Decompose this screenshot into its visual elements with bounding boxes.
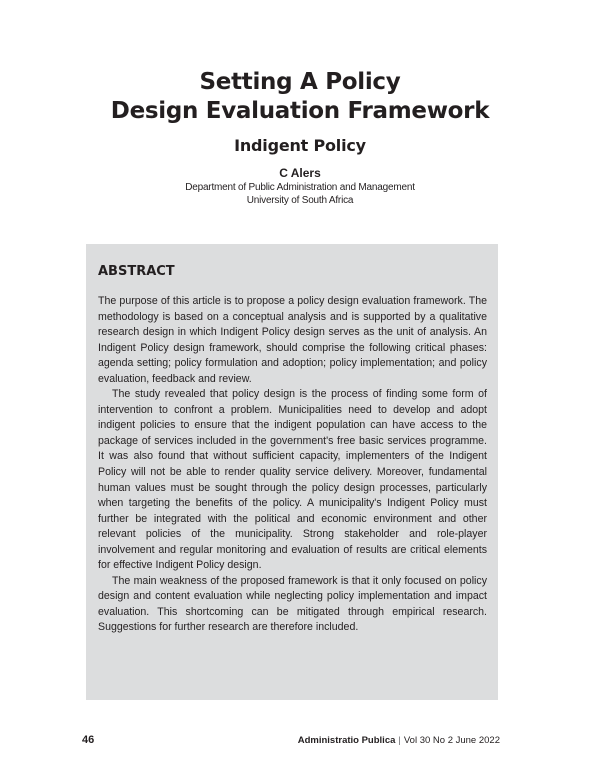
journal-footer: [298, 734, 500, 747]
article-title-line-2: Design Evaluation Framework: [110, 98, 490, 124]
footer-separator: |: [398, 735, 401, 746]
abstract-paragraph-1: The purpose of this article is to propose a policy design evaluation framework. The methodology is based on a conceptual analysis and is supported by a qualitative research design in which Indigent Policy design serves as the unit of analysis. An Indigent Policy design framework, should comprise the following critical phases: agenda setting; policy formulation and adoption; policy implementation; and policy evaluation, feedback and review.: [98, 295, 487, 385]
article-subtitle: Indigent Policy: [234, 136, 366, 155]
article-title-line-1: Setting A Policy: [199, 69, 401, 95]
author-name: C Alers: [279, 166, 321, 180]
abstract-heading: ABSTRACT: [98, 264, 175, 279]
affiliation-department: Department of Public Administration and Management: [185, 182, 415, 193]
journal-issue: Vol 30 No 2 June 2022: [403, 735, 500, 746]
abstract-paragraph-3: The main weakness of the proposed framework is that it only focused on policy design and content evaluation while neglecting policy implementation and impact evaluation. This shortcoming can be mitigated through empirical research. Suggestions for further research are therefore included.: [98, 574, 487, 634]
abstract-box: [86, 244, 498, 700]
page-number: 46: [82, 734, 95, 746]
journal-name: Administratio Publica: [297, 735, 396, 746]
abstract-paragraph-2: The study revealed that policy design is the process of finding some form of intervention to confront a problem. Municipalities need to develop and adopt indigent policies to ensure that the indigent population can have access to the package of services included in the government's free basic services programme. It was also found that without sufficient capacity, implementers of the Indigent Policy will not be able to render quality service delivery. Moreover, fundamental human values must be sought through the policy design processes, particularly when targeting the benefits of the policy. A municipality's Indigent Policy must further be integrated with the political and economic environment and other relevant policies of the municipality. Strong stakeholder and role-player involvement and regular monitoring and evaluation of results are critical elements for effective Indigent Policy design.: [98, 388, 487, 572]
article-title: [0, 68, 600, 126]
affiliation-university: University of South Africa: [246, 195, 354, 206]
abstract-body: [98, 294, 487, 636]
